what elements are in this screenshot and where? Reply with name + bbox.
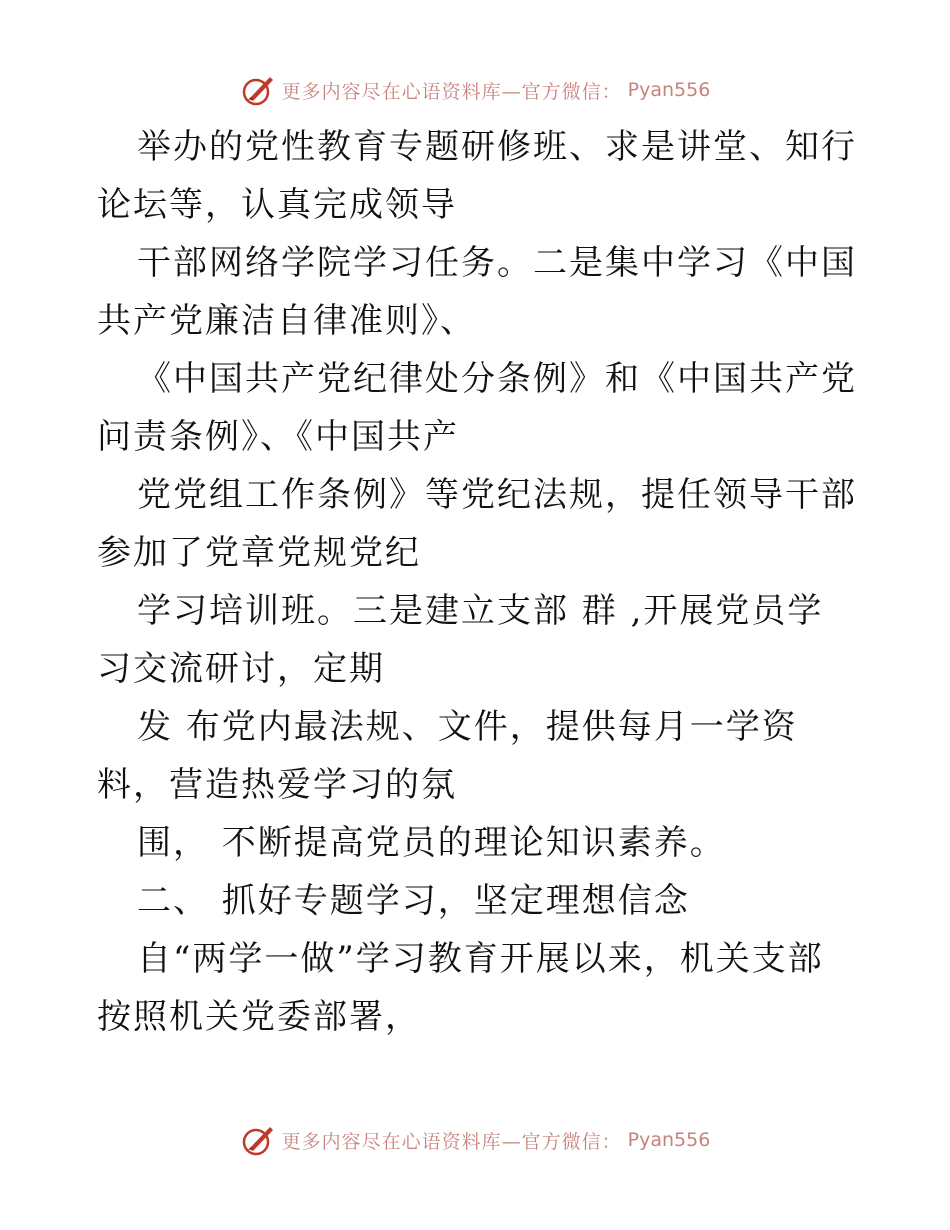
quill-logo-icon <box>240 72 276 108</box>
body-paragraph: 《中国共产党纪律处分条例》和《中国共产党问责条例》、《中国共产 <box>97 359 857 457</box>
watermark-wechat-id: Pyan556 <box>627 1129 711 1151</box>
watermark-site-text: 更多内容尽在心语资料库—官方微信： <box>281 80 622 103</box>
footer-watermark <box>0 1120 950 1160</box>
document-body <box>97 118 857 1046</box>
watermark-site-text: 更多内容尽在心语资料库—官方微信： <box>281 1130 622 1153</box>
body-paragraph: 自“两学一做”学习教育开展以来，机关支部按照机关党委部署， <box>97 939 824 1037</box>
body-paragraph: 党党组工作条例》等党纪法规，提任领导干部参加了党章党规党纪 <box>97 475 857 573</box>
header-watermark <box>0 70 950 110</box>
watermark-wechat-id: Pyan556 <box>627 79 711 101</box>
section-heading: 二、 抓好专题学习，坚定理想信念 <box>137 881 690 921</box>
quill-logo-icon <box>240 1122 276 1158</box>
body-paragraph: 干部网络学院学习任务。二是集中学习《中国共产党廉洁自律准则》、 <box>97 243 857 341</box>
body-paragraph: 学习培训班。三是建立支部 群 ,开展党员学习交流研讨，定期 <box>97 591 824 689</box>
body-paragraph: 发 布党内最法规、文件，提供每月一学资料，营造热爱学习的氛 <box>97 707 798 805</box>
body-paragraph: 围， 不断提高党员的理论知识素养。 <box>137 823 726 863</box>
body-paragraph: 举办的党性教育专题研修班、求是讲堂、知行论坛等，认真完成领导 <box>97 127 857 225</box>
